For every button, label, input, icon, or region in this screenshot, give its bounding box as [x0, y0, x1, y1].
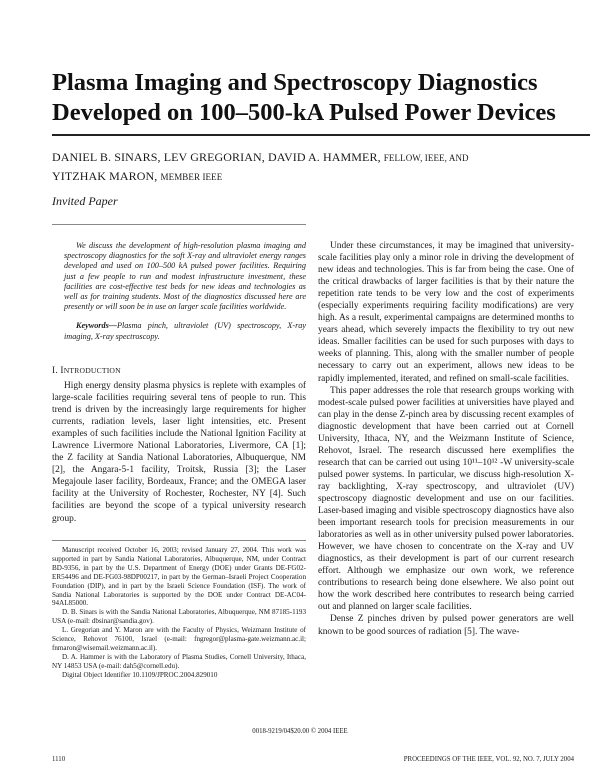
footnotes — [52, 546, 306, 680]
author-and: AND — [448, 153, 469, 163]
section-initial: I — [60, 366, 64, 376]
intro-paragraph: High energy density plasma physics is replete with examples of large-scale facilities requiring several tens of people to run. This trend is driven by the increasingly large requirements for higher currents, radiation levels, laser light intensities, etc. Present examples of such facilities include the National Ignition Facility at Lawrence Livermore National Laboratories, Livermore, CA [1]; the Z facility at Sandia National Laboratories, Albuquerque, NM [2], the Angara-5-1 facility, Troitsk, Russia [3]; the Laser Megajoule laser facility, Bordeaux, France; and the OMEGA laser facility at the University of Rochester, Rochester, NY [4]. Such facilities are beyond the scope of a typical university research group. — [52, 381, 306, 524]
title-rule — [52, 134, 590, 136]
author-list — [52, 148, 572, 186]
footnote-gregorian-maron: L. Gregorian and Y. Maron are with the Faculty of Physics, Weizmann Institute of Science, Rehovot 76100, Israel (e-mail: fngregor@plasma-gate.weizmann.ac.il; fnmaron@wisemail.weizmann.ac.il). — [52, 626, 306, 652]
footnote-hammer: D. A. Hammer is with the Laboratory of Plasma Studies, Cornell University, Ithaca, NY 14853 USA (e-mail: dah5@cornell.edu). — [52, 652, 306, 670]
keywords-label: Keywords— — [76, 321, 117, 331]
author-names-line1: DANIEL B. SINARS, LEV GREGORIAN, DAVID A. HAMMER, — [52, 150, 384, 164]
footnote-sinars: D. B. Sinars is with the Sandia National Laboratories, Albuquerque, NM 87185-1193 USA (e-mail: dbsinar@sandia.gov). — [52, 608, 306, 626]
right-paragraph-3: Dense Z pinches driven by pulsed power generators are well known to be good sources of radiation [5]. The wave- — [318, 614, 574, 637]
journal-citation: PROCEEDINGS OF THE IEEE, VOL. 92, NO. 7, JULY 2004 — [403, 756, 574, 763]
keywords-text: Plasma pinch, ultraviolet (UV) spectroscopy, X-ray imaging, X-ray spectroscopy. — [64, 321, 306, 341]
section-number: I. — [52, 366, 61, 376]
copyright-line: 0018-9219/04$20.00 © 2004 IEEE — [252, 728, 348, 735]
right-paragraph-2: This paper addresses the role that research groups working with modest-scale pulsed power facilities at universities have played and can play in the dense Z-pinch area by discussing recent examples of diagnostic development that have been carried out at Cornell University, Ithaca, NY, and the Weizmann Institute of Science, Rehovot, Israel. The research discussed here exemplifies the research that can be carried out using 10¹¹–10¹² -W university-scale pulsed power systems. In particular, we discuss high-resolution X-ray backlighting, X-ray spectroscopy, and ultraviolet (UV) spectroscopy diagnostic development and use on our facilities. Laser-based imaging and visible spectroscopy diagnostics have also been important research tools for precision measurements in our laboratories as well as in other university pulsed power laboratories. However, we have chosen to concentrate on the X-ray and UV diagnostics, as their development is part of our current research effort. Although we emphasize our own work, we reference contributions to research being done elsewhere. We also point out how the work described here contributes to research being carried out and planned on larger scale facilities. — [318, 385, 574, 613]
paper-title: Plasma Imaging and Spectroscopy Diagnostics Developed on 100–500-kA Pulsed Power Devices — [52, 69, 556, 126]
author-role-member: MEMBER IEEE — [160, 172, 223, 182]
intro-left-column — [52, 380, 306, 525]
author-role-fellow: FELLOW, IEEE, — [383, 153, 449, 163]
right-column — [318, 240, 574, 638]
page-number: 1110 — [52, 756, 66, 763]
footnote-rule — [52, 540, 306, 541]
section-heading-introduction — [52, 366, 121, 376]
right-paragraph-1: Under these circumstances, it may be imagined that university-scale facilities play only a minor role in driving the development of new ideas and technologies. This is far from being the case. One of the critical drawbacks of larger facilities is that by their nature the repetition rate tends to be very low and the cost of experiments (especially experiments requiring facility modifications) are very high. As a result, experimental campaigns are determined months to years ahead, which severely impacts the flexibility to try out new ideas. Smaller facilities can be used for such purposes with days to weeks of planning. This, along with the smaller number of people necessary to carry out an experiment, allows new ideas to be rapidly implemented, iterated, and refined on small-scale facilities. — [318, 241, 574, 384]
footnote-manuscript: Manuscript received October 16, 2003; revised January 27, 2004. This work was supported in part by Sandia National Laboratories, Albuquerque, NM, under Contract BD-9356, in part by the U.S. Department of Energy (DOE) under Grants DE-FG02-ER54496 and DE-FG03-98DP00217, in part by the German–Israeli Project Cooperation Foundation (DIP), and in part by the Israeli Science Foundation (ISF). The work of Sandia National Laboratories is supported by the DOE under Contract DE-AC04-94AL85000. — [52, 546, 306, 608]
invited-paper-label: Invited Paper — [52, 194, 118, 208]
abstract-rule — [52, 224, 306, 225]
abstract — [64, 241, 306, 342]
footnote-doi: Digital Object Identifier 10.1109/JPROC.2004.829010 — [62, 670, 218, 679]
section-title-rest: NTRODUCTION — [63, 366, 121, 375]
keywords — [64, 321, 306, 341]
author-names-line2: YITZHAK MARON, — [52, 169, 161, 183]
abstract-text: We discuss the development of high-resolution plasma imaging and spectroscopy diagnostics for the soft X-ray and ultraviolet energy ranges developed and used on 100–500 kA pulsed power facilities. Requiring just a few people to run and modest infrastructure investment, these facilities are cost-effective test beds for new ideas and technologies as well as for training students. Most of the diagnostics discussed here are presently or will soon be in use on larger scale facilities worldwide. — [64, 241, 306, 312]
